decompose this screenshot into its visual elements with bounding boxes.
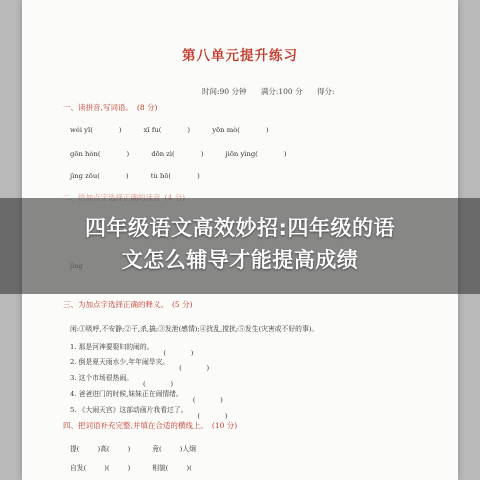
banner-headline (0, 212, 480, 276)
pinyin-item: yōn mò( ) (212, 126, 269, 134)
section-1-points: (8 分) (136, 103, 158, 112)
question-item: 2. 倒是夏天雨水少,年年闹旱灾。 (70, 358, 170, 366)
fill-row-1: 提( )高( ) 竟( )人炯 (70, 445, 196, 453)
pinyin-item: dōn zì( ) (151, 150, 204, 158)
section-3-points: (5 分) (172, 300, 193, 309)
pinyin-row-2 (70, 150, 307, 158)
pinyin-row-1 (70, 126, 289, 134)
pinyin-item: gōn hòn( ) (70, 150, 130, 158)
exam-score: 得分: (316, 87, 335, 96)
pinyin-item: jiōn yìng( ) (225, 150, 287, 158)
question-item: 3. 这个市场很热闹。 (70, 374, 134, 382)
section-4-points: (10 分) (211, 421, 238, 430)
fill-row-2: 自发( )( ) 相貌( )( (70, 464, 192, 472)
section-1-title: 一、读拼音,写词语。 (63, 103, 133, 112)
section-3-title: 三、为加点字选择正确的释义。 (63, 300, 168, 309)
section-4-heading (63, 420, 237, 431)
exam-title: 第八单元提升练习 (182, 48, 298, 64)
question-item: 1. 那是河神要娶妇的闹的。 (70, 343, 154, 351)
section-3-prompt: 闲:①吸呼,不安静;②干,杀,搞;③发泄(感情);④扰乱,搅扰;⑤发生(灾害或不好的事)。 (70, 325, 319, 333)
pinyin-item: xī fu( ) (143, 126, 191, 134)
exam-time: 时间:90 分钟 (202, 87, 247, 96)
pinyin-row-3 (70, 172, 220, 180)
banner-line-1: 四年级语文高效妙招:四年级的语 (85, 216, 395, 240)
pinyin-item: jìng zōu( ) (70, 172, 129, 180)
banner-line-2: 文怎么辅导才能提高成绩 (121, 248, 359, 272)
question-item: 4. 爸爸进门的时候,妹妹正在闹情绪。 (70, 390, 183, 398)
pinyin-item: wéi yī( ) (70, 126, 122, 134)
question-item: 5. 《大闹天宫》这部动画片我看过了。 (70, 406, 188, 414)
pinyin-item: tù bō( ) (150, 172, 200, 180)
section-4-title: 四、把词语补充完整,并填在合适的横线上。 (63, 421, 208, 430)
exam-meta (202, 86, 347, 97)
exam-full-score: 满分:100 分 (260, 87, 303, 96)
section-1-heading (63, 102, 157, 113)
section-3-heading (63, 299, 193, 310)
